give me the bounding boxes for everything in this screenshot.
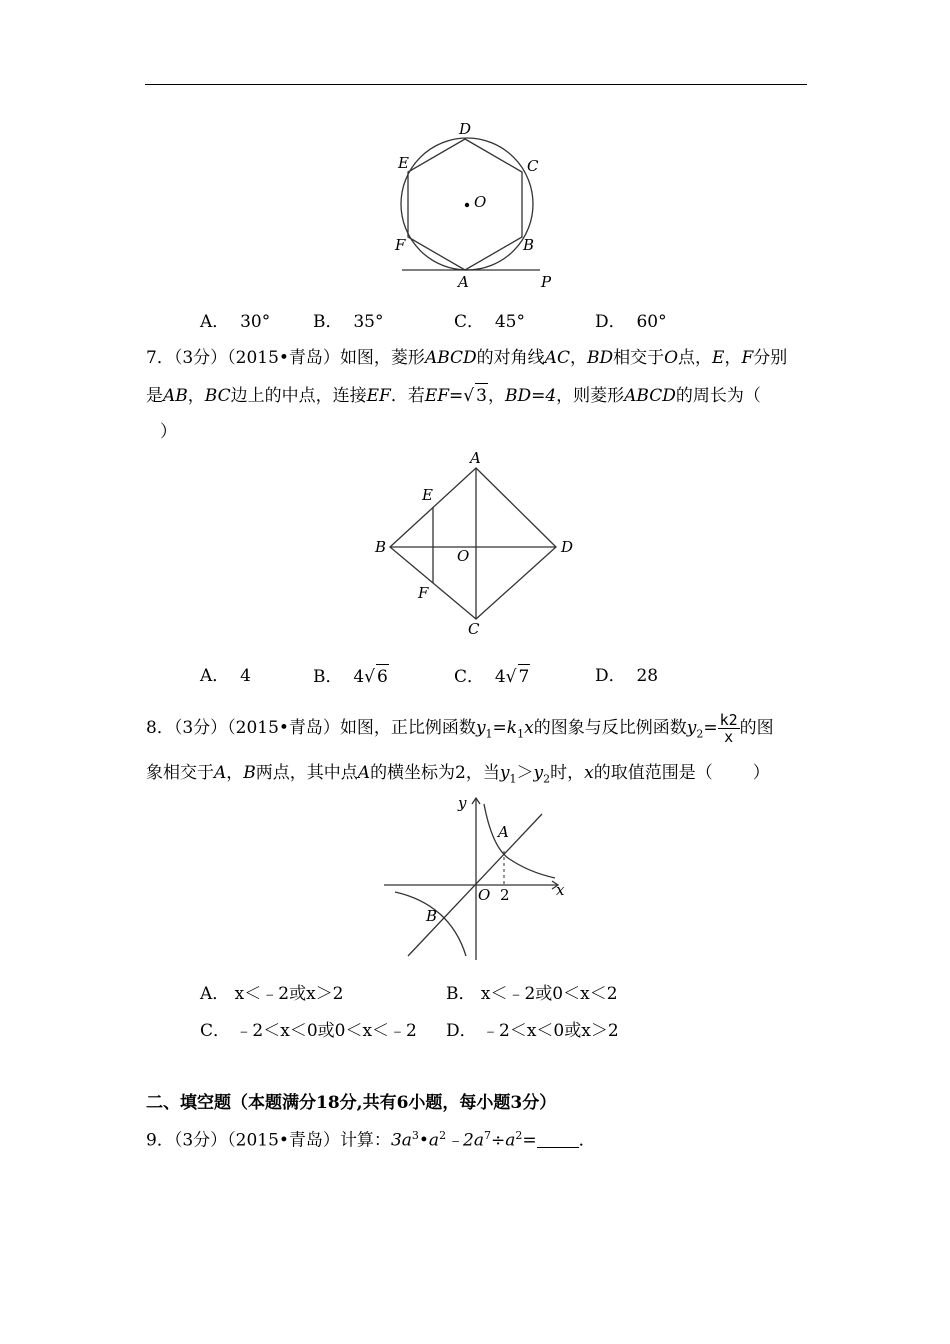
q8-var: B (243, 763, 256, 783)
q8-label-A: A (498, 823, 509, 841)
q8-option-b[interactable]: B． x＜﹣2或0＜x＜2 (446, 984, 618, 1004)
option-radicand: 6 (376, 664, 389, 689)
q7-text: ） (160, 422, 177, 442)
q7-label-B: B (375, 538, 387, 556)
q8-var: k (506, 718, 518, 738)
q7-text: ．若 (390, 386, 425, 406)
q6-label-A: A (458, 273, 469, 291)
q9-line (146, 1124, 596, 1153)
q7-text: ，则菱形 (556, 386, 625, 406)
q7-line-3 (160, 420, 177, 444)
option-value: 4 (494, 667, 506, 687)
q9-text: ． (578, 1130, 596, 1151)
q6-option-d[interactable] (595, 310, 667, 334)
rhombus-diagram (370, 448, 580, 640)
q6-label-C: C (527, 157, 539, 175)
q7-var: AC (544, 348, 570, 368)
q7-figure (370, 448, 580, 640)
option-letter: A． (200, 312, 230, 332)
q7-text: 点， (678, 348, 713, 368)
option-value: 28 (636, 666, 659, 686)
option-letter: C． (454, 312, 485, 332)
q8-var: y (686, 718, 697, 738)
hexagon-circle-diagram (390, 118, 570, 298)
q8-sub: 2 (543, 772, 551, 786)
sqrt-sign: √ (463, 386, 475, 406)
function-graph-diagram (380, 790, 580, 965)
q7-number: 7． (146, 348, 174, 368)
q8-text: 的图 (739, 718, 774, 738)
q8-text: = (492, 718, 507, 738)
q8-var: x (584, 763, 594, 783)
q7-text: 是 (146, 386, 163, 406)
answer-blank[interactable] (537, 1131, 579, 1148)
q8-option-c[interactable]: C． ﹣2＜x＜0或0＜x＜﹣2 (200, 1021, 417, 1041)
option-letter: C． (454, 667, 485, 687)
q8-text: ＞ (516, 763, 534, 783)
option-letter: D． (595, 666, 626, 686)
q9-term: 3a (390, 1130, 412, 1151)
q7-text: 相交于 (613, 348, 665, 368)
q9-text: 计算： (339, 1130, 391, 1151)
q7-option-d[interactable] (595, 664, 658, 688)
q8-label-O: O (478, 886, 491, 904)
q7-var: BD (586, 348, 614, 368)
q7-text: 如图，菱形 (339, 348, 425, 368)
q8-var: y (499, 763, 510, 783)
q7-label-C: C (468, 620, 480, 638)
q9-term: •a (418, 1130, 440, 1151)
section-title: 二、填空题（本题满分18分,共有6小题，每小题3分） (146, 1093, 557, 1113)
q8-sub: 1 (509, 772, 517, 786)
option-value: 45° (494, 312, 525, 332)
q7-sqrt-value: 3 (475, 383, 488, 408)
q7-line-2 (146, 383, 761, 408)
q8-sub: 2 (696, 727, 704, 741)
q8-text: = (703, 718, 718, 738)
q8-sub: 1 (517, 727, 525, 741)
q7-var: O (664, 348, 679, 368)
option-value: 30° (240, 312, 271, 332)
q9-exp: 7 (484, 1129, 492, 1142)
q8-text: 时， (550, 763, 585, 783)
q7-text: ， (187, 386, 205, 406)
fraction-denominator: x (724, 728, 734, 746)
option-value: 4 (353, 667, 365, 687)
q8-var: y (475, 718, 486, 738)
q9-term: ﹣2a (446, 1130, 485, 1151)
q8-text: ） (752, 763, 770, 783)
q7-var: ABCD (624, 386, 676, 406)
q8-sub: 1 (485, 727, 493, 741)
q8-text: ， (226, 763, 244, 783)
q8-text: 的横坐标为2，当 (370, 763, 500, 783)
q8-var: A (214, 763, 227, 783)
option-value: 4 (240, 666, 251, 686)
q9-term: ÷a (491, 1130, 516, 1151)
option-radicand: 7 (518, 664, 531, 689)
q7-text: 的对角线 (476, 348, 545, 368)
q8-label-x: x (556, 881, 565, 899)
q8-var: y (533, 763, 544, 783)
option-letter: D． (595, 312, 626, 332)
q7-label-F: F (418, 584, 429, 602)
q7-option-a[interactable] (200, 664, 251, 688)
q9-meta: （3分）（2015•青岛） (173, 1130, 340, 1151)
q8-line-2 (146, 761, 770, 791)
q7-text: 分别 (753, 348, 788, 368)
q8-var: x (524, 718, 534, 738)
q6-option-a[interactable] (200, 310, 270, 334)
q8-option-d[interactable]: D． ﹣2＜x＜0或x＞2 (446, 1021, 619, 1041)
q7-label-O: O (457, 547, 470, 565)
q7-text: ， (724, 348, 742, 368)
q6-figure (390, 118, 570, 298)
sqrt-sign: √ (364, 667, 375, 687)
q7-text: 的周长为（ (675, 386, 761, 406)
q7-text: ， (569, 348, 587, 368)
q8-line-1 (146, 712, 774, 746)
q7-var: AB (163, 386, 188, 406)
q8-text: 的图象与反比例函数 (533, 718, 687, 738)
q7-meta: （3分）（2015•青岛） (173, 348, 340, 368)
q7-option-c[interactable] (454, 664, 530, 689)
q7-var: EF (366, 386, 391, 406)
fraction-numerator: k2 (719, 711, 738, 729)
q8-text: 两点，其中点 (255, 763, 358, 783)
q8-option-a[interactable]: A． x＜﹣2或x＞2 (200, 984, 344, 1004)
q8-text: 象相交于 (146, 763, 214, 783)
q7-line-1 (146, 346, 787, 370)
option-letter: A． (200, 666, 230, 686)
q6-label-P: P (541, 273, 552, 291)
q8-label-two: 2 (500, 886, 510, 904)
q8-fraction (718, 712, 740, 745)
q7-option-b[interactable] (313, 664, 389, 689)
q9-text: = (522, 1130, 537, 1151)
q7-label-D: D (561, 538, 574, 556)
q9-exp: 3 (411, 1129, 419, 1142)
q7-var: BD=4 (504, 386, 557, 406)
q7-text: 边上的中点，连接 (230, 386, 367, 406)
q8-var: A (357, 763, 371, 783)
option-value: 60° (636, 312, 667, 332)
q8-label-B: B (426, 907, 438, 925)
q8-number: 8． (146, 718, 174, 738)
option-letter: B． (313, 667, 343, 687)
q7-text: ， (487, 386, 505, 406)
q7-var: EF= (424, 386, 464, 406)
q6-option-c[interactable] (454, 310, 525, 334)
q8-text: 的取值范围是（ (593, 763, 713, 783)
q7-var: E (712, 348, 725, 368)
option-value: 35° (353, 312, 384, 332)
q9-exp: 2 (439, 1129, 447, 1142)
q7-label-E: E (422, 486, 433, 504)
q8-text: 如图，正比例函数 (339, 718, 476, 738)
q8-figure (380, 790, 580, 965)
q7-var: BC (204, 386, 231, 406)
q7-label-A: A (470, 449, 481, 467)
q6-label-O: O (474, 193, 487, 211)
q8-meta: （3分）（2015•青岛） (173, 718, 340, 738)
q8-label-y: y (458, 794, 467, 812)
header-rule (145, 84, 807, 85)
q7-var: F (741, 348, 754, 368)
q6-label-D: D (459, 120, 472, 138)
sqrt-sign: √ (505, 667, 517, 687)
q6-option-b[interactable] (313, 310, 383, 334)
q7-var: ABCD (424, 348, 477, 368)
q9-exp: 2 (515, 1129, 523, 1142)
q9-number: 9． (146, 1130, 174, 1151)
q6-label-F: F (395, 236, 406, 254)
q6-label-B: B (523, 236, 535, 254)
option-letter: B． (313, 312, 343, 332)
q6-label-E: E (398, 154, 409, 172)
